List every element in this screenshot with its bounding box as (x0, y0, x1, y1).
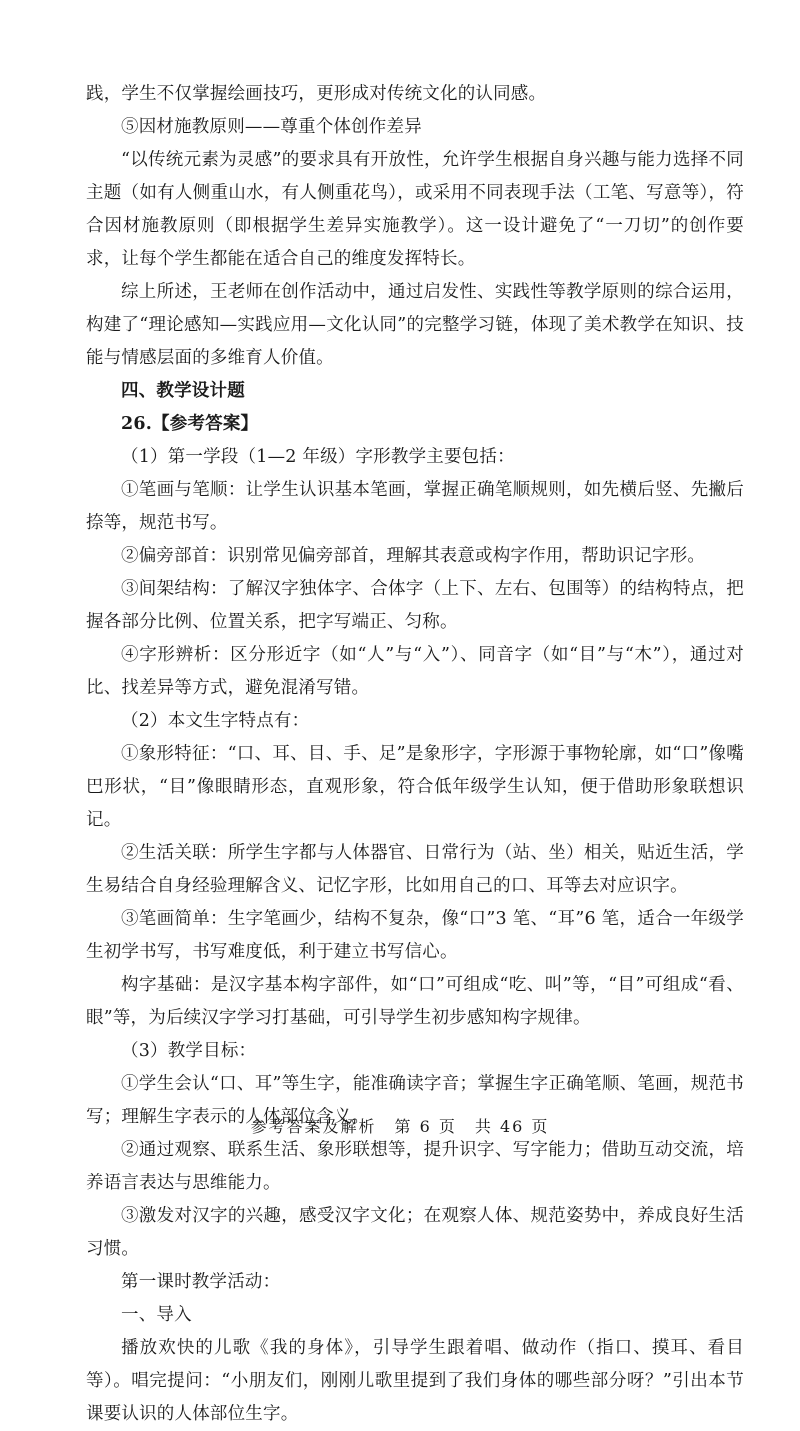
paragraph: 践，学生不仅掌握绘画技巧，更形成对传统文化的认同感。 (86, 84, 547, 104)
section-heading: 26.【参考答案】 (121, 414, 259, 434)
paragraph: ⑤因材施教原则——尊重个体创作差异 (121, 117, 422, 137)
paragraph: ③笔画简单：生字笔画少，结构不复杂，像“口”3 笔、“耳”6 笔，适合一年级学生初学书写，书写难度低，利于建立书写信心。 (86, 909, 744, 962)
paragraph: “以传统元素为灵感”的要求具有开放性，允许学生根据自身兴趣与能力选择不同主题（如有人侧重山水，有人侧重花鸟），或采用不同表现手法（工笔、写意等），符合因材施教原则（即根据学生差异实施教学）。这一设计避免了“一刀切”的创作要求，让每个学生都能在适合自己的维度发挥特长。 (86, 150, 744, 269)
paragraph: 一、导入 (121, 1305, 192, 1325)
section-heading: 四、教学设计题 (121, 381, 245, 401)
paragraph: ④字形辨析：区分形近字（如“人”与“入”）、同音字（如“目”与“木”），通过对比、找差异等方式，避免混淆写错。 (86, 645, 744, 698)
paragraph: ②生活关联：所学生字都与人体器官、日常行为（站、坐）相关，贴近生活，学生易结合自身经验理解含义、记忆字形，比如用自己的口、耳等去对应识字。 (86, 843, 744, 896)
paragraph: ①象形特征：“口、耳、目、手、足”是象形字，字形源于事物轮廓，如“口”像嘴巴形状，“目”像眼睛形态，直观形象，符合低年级学生认知，便于借助形象联想识记。 (86, 744, 744, 830)
paragraph: ②通过观察、联系生活、象形联想等，提升识字、写字能力；借助互动交流，培养语言表达与思维能力。 (86, 1140, 744, 1193)
paragraph: ②偏旁部首：识别常见偏旁部首，理解其表意或构字作用，帮助识记字形。 (121, 546, 706, 566)
paragraph: 第一课时教学活动： (121, 1272, 281, 1292)
paragraph: 播放欢快的儿歌《我的身体》，引导学生跟着唱、做动作（指口、摸耳、看目等）。唱完提问：“小朋友们，刚刚儿歌里提到了我们身体的哪些部分呀？”引出本节课要认识的人体部位生字。 (86, 1338, 744, 1424)
paragraph: （1）第一学段（1—2 年级）字形教学主要包括： (121, 447, 515, 467)
paragraph: ①笔画与笔顺：让学生认识基本笔画，掌握正确笔顺规则，如先横后竖、先撇后捺等，规范书写。 (86, 480, 744, 533)
paragraph: ③激发对汉字的兴趣，感受汉字文化；在观察人体、规范姿势中，养成良好生活习惯。 (86, 1206, 744, 1259)
paragraph: ①学生会认“口、耳”等生字，能准确读字音；掌握生字正确笔顺、笔画，规范书写；理解生字表示的人体部位含义。 (86, 1074, 744, 1127)
paragraph: ③间架结构：了解汉字独体字、合体字（上下、左右、包围等）的结构特点，把握各部分比例、位置关系，把字写端正、匀称。 (86, 579, 744, 632)
paragraph: 综上所述，王老师在创作活动中，通过启发性、实践性等教学原则的综合运用，构建了“理论感知—实践应用—文化认同”的完整学习链，体现了美术教学在知识、技能与情感层面的多维育人价值。 (86, 282, 744, 368)
paragraph: 构字基础：是汉字基本构字部件，如“口”可组成“吃、叫”等，“目”可组成“看、眼”等，为后续汉字学习打基础，可引导学生初步感知构字规律。 (86, 975, 744, 1028)
paragraph: （3）教学目标： (121, 1041, 257, 1061)
document-body (86, 78, 744, 1431)
paragraph: （2）本文生字特点有： (121, 711, 310, 731)
page-footer: 参考答案及解析 第 6 页 共 46 页 (250, 1117, 550, 1136)
